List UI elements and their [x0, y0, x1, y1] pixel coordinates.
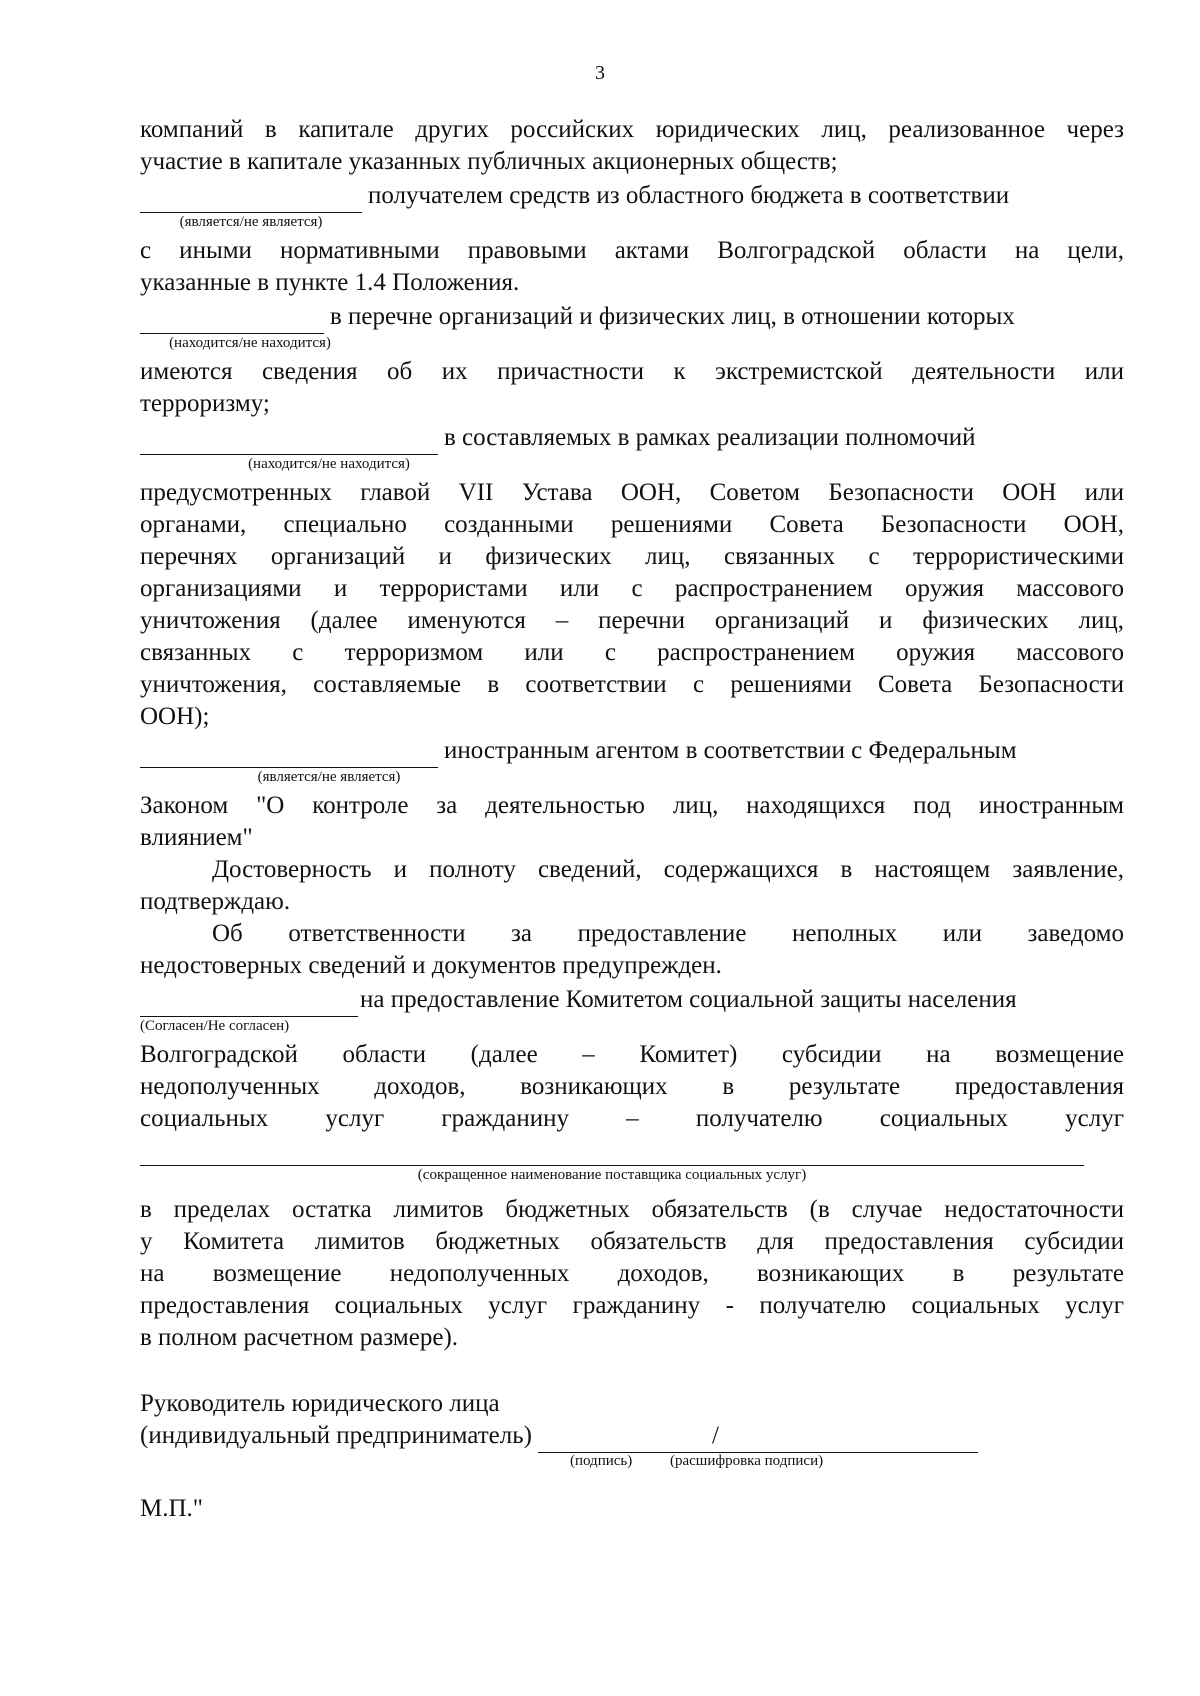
blank-field[interactable]: [140, 422, 438, 472]
signatory-title: Руководитель юридического лица: [140, 1390, 500, 1417]
text-line: указанные в пункте 1.4 Положения.: [140, 269, 520, 296]
text-line: Об ответственности за предоставление неполных или заведомо: [212, 920, 1124, 947]
signatory-subtitle: (индивидуальный предприниматель): [140, 1422, 532, 1449]
text-line: Достоверность и полноту сведений, содержащихся в настоящем заявление,: [212, 856, 1124, 883]
paragraph-limits: [140, 1194, 1124, 1354]
blank-field[interactable]: [140, 180, 362, 230]
signature-caption: (расшифровка подписи): [669, 1453, 824, 1469]
page-number: 3: [595, 62, 605, 84]
blank-field[interactable]: [140, 301, 331, 351]
blank-field[interactable]: [140, 735, 438, 785]
text-line: терроризму;: [140, 390, 270, 417]
text-line: уничтожения, составляемые в соответствии с решениями Совета Безопасности: [140, 671, 1124, 698]
text-line: Волгоградской области (далее – Комитет) субсидии на возмещение: [140, 1041, 1124, 1068]
text-line: связанных с терроризмом или с распространением оружия массового: [140, 639, 1124, 666]
signature-field[interactable]: [538, 1420, 708, 1469]
paragraph-subsidy: [140, 1039, 1124, 1135]
text-line: в полном расчетном размере).: [140, 1324, 459, 1351]
signature-slash: /: [711, 1422, 719, 1449]
field-caption: (Согласен/Не согласен): [140, 1018, 290, 1034]
text-line: уничтожения (далее именуются – перечни организаций и физических лиц,: [140, 607, 1124, 634]
text-line: иностранным агентом в соответствии с Федеральным: [444, 737, 1017, 764]
text-line: перечнях организаций и физических лиц, связанных с террористическими: [140, 543, 1124, 570]
text-line: в пределах остатка лимитов бюджетных обязательств (в случае недостаточности: [140, 1196, 1124, 1223]
text-line: в составляемых в рамках реализации полномочий: [444, 424, 976, 451]
text-line: с иными нормативными правовыми актами Волгоградской области на цели,: [140, 237, 1124, 264]
text-line: недостоверных сведений и документов предупрежден.: [140, 952, 722, 979]
text-line: на возмещение недополученных доходов, возникающих в результате: [140, 1260, 1124, 1287]
blank-field[interactable]: [140, 984, 358, 1034]
text-line: органами, специально созданными решениями Совета Безопасности ООН,: [140, 511, 1124, 538]
fill-in-un-list: [140, 422, 1124, 472]
stamp-place: М.П.": [140, 1495, 203, 1522]
text-line: у Комитета лимитов бюджетных обязательств для предоставления субсидии: [140, 1228, 1124, 1255]
paragraph-un: [140, 477, 1124, 733]
fill-in-recipient: [140, 180, 1124, 230]
text-line: подтверждаю.: [140, 888, 291, 915]
document-body: [140, 114, 1124, 1525]
text-line: предусмотренных главой VII Устава ООН, Советом Безопасности ООН или: [140, 479, 1124, 506]
fill-in-consent: [140, 984, 1124, 1034]
text-line: организациями и террористами или с распространением оружия массового: [140, 575, 1124, 602]
signature-row: [140, 1420, 1124, 1469]
field-caption: (является/не является): [257, 769, 401, 785]
text-line: имеются сведения об их причастности к экстремистской деятельности или: [140, 358, 1124, 385]
field-caption: (является/не является): [179, 214, 323, 230]
field-caption: (сокращенное наименование поставщика социальных услуг): [417, 1167, 807, 1183]
signature-decoding-field[interactable]: [669, 1420, 978, 1469]
text-line: социальных услуг гражданину – получателю социальных услуг: [140, 1105, 1124, 1132]
text-line: ООН);: [140, 703, 210, 730]
text-line: недополученных доходов, возникающих в результате предоставления: [140, 1073, 1124, 1100]
text-line: предоставления социальных услуг гражданину - получателю социальных услуг: [140, 1292, 1124, 1319]
text-line: компаний в капитале других российских юридических лиц, реализованное через: [140, 116, 1124, 143]
provider-name-field[interactable]: [140, 1135, 1084, 1183]
field-caption: (находится/не находится): [169, 335, 331, 351]
field-caption: (находится/не находится): [248, 456, 410, 472]
text-line: влиянием": [140, 824, 253, 851]
text-line: участие в капитале указанных публичных акционерных обществ;: [140, 148, 838, 175]
signature-caption: (подпись): [569, 1453, 633, 1469]
text-line: на предоставление Комитетом социальной защиты населения: [360, 986, 1017, 1013]
fill-in-extremism-list: [140, 301, 1124, 351]
text-line: в перечне организаций и физических лиц, в отношении которых: [330, 303, 1015, 330]
text-line: получателем средств из областного бюджета в соответствии: [368, 182, 1010, 209]
text-line: Законом "О контроле за деятельностью лиц, находящихся под иностранным: [140, 792, 1124, 819]
fill-in-foreign-agent: [140, 735, 1124, 785]
